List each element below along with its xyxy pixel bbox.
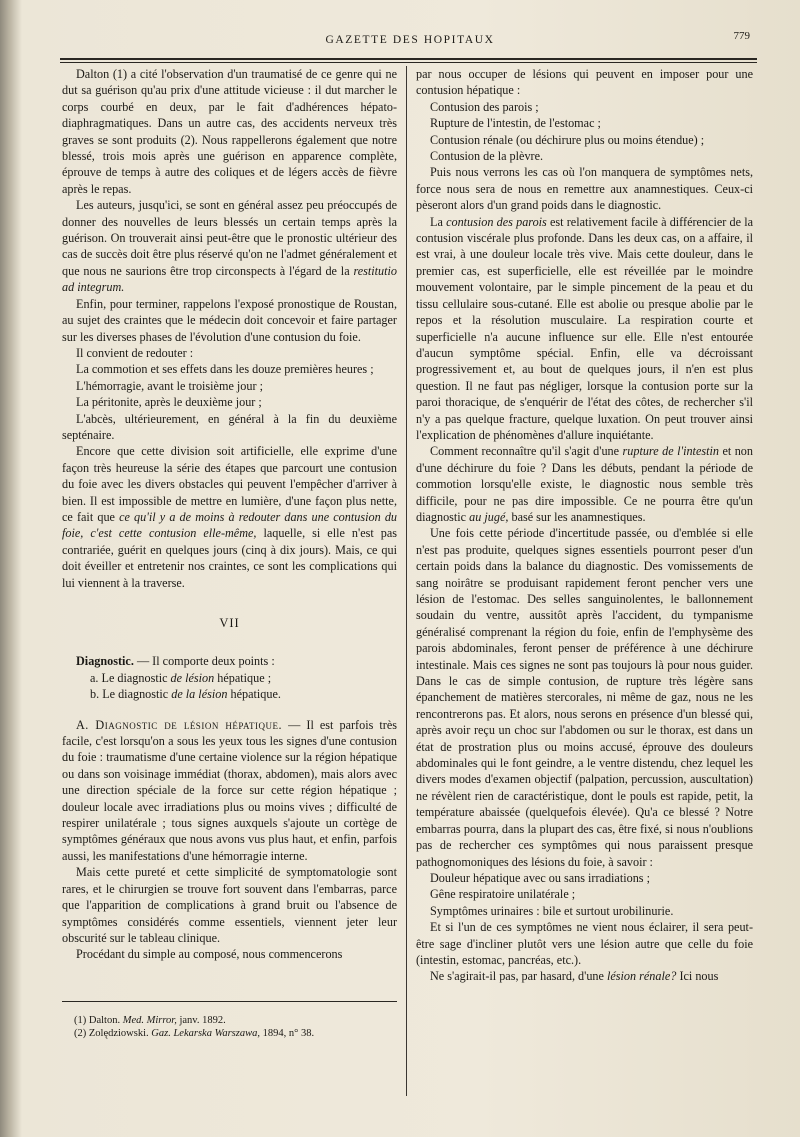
binding-shadow	[0, 0, 22, 1137]
header-rule-thin	[60, 62, 757, 63]
paragraph: Une fois cette période d'incertitude passée, ou d'emblée si elle n'est pas produite, quelques signes essentiels pourront peser d'un certain poids dans la balance du diagnostic. Des vomissements de sang noirâtre se produisant rapidement feront pencher vers une lésion de l'estomac. Des selles sanguinolentes, le ballonnement soudain du ventre, aussitôt après l'accident, du tympanisme généralisé comprenant la région du foie, enfin de l'emphysème des parois abdominales, feront penser de préférence à une déchirure intestinale. Mais ces signes ne sont pas toujours là pour nous guider. Dans le cas de simple contusion, de rupture très légère sans épanchement de matières stercorales, ni même de gaz, nous ne les rencontrerons pas. Et alors, nous serons en présence d'un blessé qui, après avoir reçu un choc sur l'abdomen ou sur le thorax, est dans un état de prostration plus ou moins accusé, éprouve des douleurs abdominales qui le font geindre, a le ventre distendu, chez lequel les divers modes d'examen objectif (palpation, percussion, auscultation) ne révèlent rien de caractéristique, dont le pouls est rapide, petit, la température abaissée (quelquefois élevée). Qu'a ce blessé ? Notre embarras pourra, dans la plupart des cas, être fixé, si nous n'oublions pas de rechercher ces symptômes qui nous paraissent presque pathognomoniques des lésions du foie, à savoir :	[416, 526, 753, 869]
paragraph: Encore que cette division soit artificielle, elle exprime d'une façon très heureuse la série des étapes que parcourt une contusion du foie avec les divers obstacles qui peuvent l'empêcher d'arriver à bien. Il est impossible de mettre en lumière, d'une façon plus nette, ce fait que ce qu'il y a de moins à redouter dans une contusion du foie, c'est cette contusion elle-même, laquelle, si elle n'est pas contrariée, guérit en quelques jours (cinq à dix jours). Mais, ce qui doit éveiller et entretenir nos craintes, ce sont les complications qui lui viennent à la traverse.	[62, 444, 398, 590]
paragraph: La contusion des parois est relativement facile à différencier de la contusion viscérale plus profonde. Dans les deux cas, on a affaire, il est vrai, à une douleur locale très vive. Mais cette douleur, dans le premier cas, est superficielle, elle est réveillée par le moindre mouvement volontaire, par le simple pincement de la peau et du tissu cellulaire sous-cutané. Elle est abolie ou presque abolie par le repos et la résolution musculaire. La respiration courte et superficielle n'a aucune influence sur elle. Elle n'est entourée d'aucun symptôme spécial. Enfin, elle va décroissant progressivement et, au bout de quelques jours, il n'en est plus question. Il ne faut pas négliger, lorsque la contusion porte sur la paroi thoracique, de s'enquérir de l'état des côtes, de rechercher s'il n'y a pas quelque fracture, quelque luxation. On peut trouver ainsi l'explication de phénomènes d'allure inquiétante.	[416, 214, 753, 442]
column-divider	[406, 66, 407, 1096]
paragraph: Procédant du simple au composé, nous commencerons	[76, 947, 343, 962]
paragraph: Dalton (1) a cité l'observation d'un traumatisé de ce genre qui ne dut sa guérison qu'au prix d'une attitude vicieuse : il dut marcher le corps courbé en deux, par le fait d'adhérences hépato-diaphragmatiques. Dans un autre cas, des accidents nerveux très graves se sont produits (2). Nous rappellerons également que notre blessé, trois mois après une guérison en apparence complète, éprouve de temps à autre des coliques et de légers accès de fièvre après le repas.	[62, 67, 397, 196]
list-item: Contusion rénale (ou déchirure plus ou moins étendue) ;	[430, 132, 705, 147]
left-column	[62, 66, 397, 1041]
section-heading: Diagnostic. — Il comporte deux points :	[76, 654, 275, 669]
paragraph: La péritonite, après le deuxième jour ;	[76, 395, 262, 410]
paragraph: L'abcès, ultérieurement, en général à la fin du deuxième septénaire.	[62, 411, 397, 442]
paragraph: Puis nous verrons les cas où l'on manquera de symptômes nets, force nous sera de nous en remettre aux anamnestiques. Ceux-ci pèseront alors d'un grand poids dans le diagnostic.	[416, 165, 753, 213]
footnote-rule	[62, 1001, 397, 1002]
paragraph: par nous occuper de lésions qui peuvent en imposer pour une contusion hépatique :	[416, 67, 753, 98]
section-number: VII	[219, 616, 240, 630]
list-item: Rupture de l'intestin, de l'estomac ;	[430, 116, 601, 131]
running-title: GAZETTE DES HOPITAUX	[325, 34, 495, 46]
list-item: a. Le diagnostic de lésion hépatique ;	[90, 670, 272, 685]
paragraph: La commotion et ses effets dans les douze premières heures ;	[76, 362, 374, 377]
paragraph: A. Diagnostic de lésion hépatique. — Il est parfois très facile, c'est lorsqu'on a sous les yeux tous les signes d'une contusion du foie : traumatisme d'une certaine violence sur la région hépatique ou dans son voisinage immédiat (thorax, abdomen), mais alors avec une direction spéciale de la force sur cette région hépatique ; douleur locale avec irradiations plus ou moins vives ; difficulté de respirer unilatérale ; tous signes auxquels s'ajoute un cortège de symptômes généraux que nous avons vus plus haut, et enfin, parfois aussi, les manifestations d'une hémorragie interne.	[62, 717, 397, 863]
paragraph: L'hémorragie, avant le troisième jour ;	[76, 378, 263, 393]
list-item: Contusion de la plèvre.	[430, 149, 544, 164]
paragraph: Il convient de redouter :	[76, 345, 194, 360]
footnote: (1) Dalton. Med. Mirror, janv. 1892.	[74, 1014, 226, 1026]
list-item: Gêne respiratoire unilatérale ;	[430, 887, 576, 902]
footnote: (2) Zolędziowski. Gaz. Lekarska Warszawa, 1894, n° 38.	[74, 1028, 315, 1040]
page-number: 779	[733, 30, 750, 42]
paragraph: Les auteurs, jusqu'ici, se sont en général assez peu préoccupés de donner des nouvelles de leurs blessés un certain temps après la guérison. On trouverait ainsi peut-être que le pronostic ultérieur des cas de succès doit être plus réservé qu'on ne l'admet généralement et que nous ne saurions être trop circonspects à l'égard de la restitutio ad integrum.	[62, 198, 397, 295]
list-item: Douleur hépatique avec ou sans irradiations ;	[430, 870, 650, 885]
list-item: b. Le diagnostic de la lésion hépatique.	[90, 687, 281, 702]
footnotes	[62, 1014, 397, 1041]
paragraph: Ne s'agirait-il pas, par hasard, d'une lésion rénale? Ici nous	[430, 969, 719, 984]
list-item: Contusion des parois ;	[430, 99, 539, 114]
header-rule-thick	[60, 58, 757, 60]
paragraph: Mais cette pureté et cette simplicité de symptomatologie sont rares, et le chirurgien se trouve fort souvent dans l'embarras, parce que l'apparition de complications à grand bruit ou l'absence de symptômes considérés comme essentiels, viennent jeter leur obscurité sur le tableau clinique.	[62, 865, 397, 945]
list-item: Symptômes urinaires : bile et surtout urobilinurie.	[430, 903, 674, 918]
paragraph: Comment reconnaître qu'il s'agit d'une rupture de l'intestin et non d'une déchirure du foie ? Dans les débuts, pendant la période de commotion lorsqu'elle existe, le diagnostic nous semble très difficile, pour ne pas dire impossible. Ce ne pourra être qu'un diagnostic au jugé, basé sur les anamnestiques.	[416, 444, 753, 524]
paragraph: Et si l'un de ces symptômes ne vient nous éclairer, il sera peut-être sage d'incliner plutôt vers une lésion autre que celle du foie (intestin, estomac, pancréas, etc.).	[416, 920, 753, 967]
paragraph: Enfin, pour terminer, rappelons l'exposé pronostique de Roustan, au sujet des craintes que le médecin doit concevoir et faire partager sur les diverses phases de l'évolution d'une contusion du foie.	[62, 296, 397, 344]
right-column	[416, 66, 753, 985]
page-header	[60, 30, 760, 54]
